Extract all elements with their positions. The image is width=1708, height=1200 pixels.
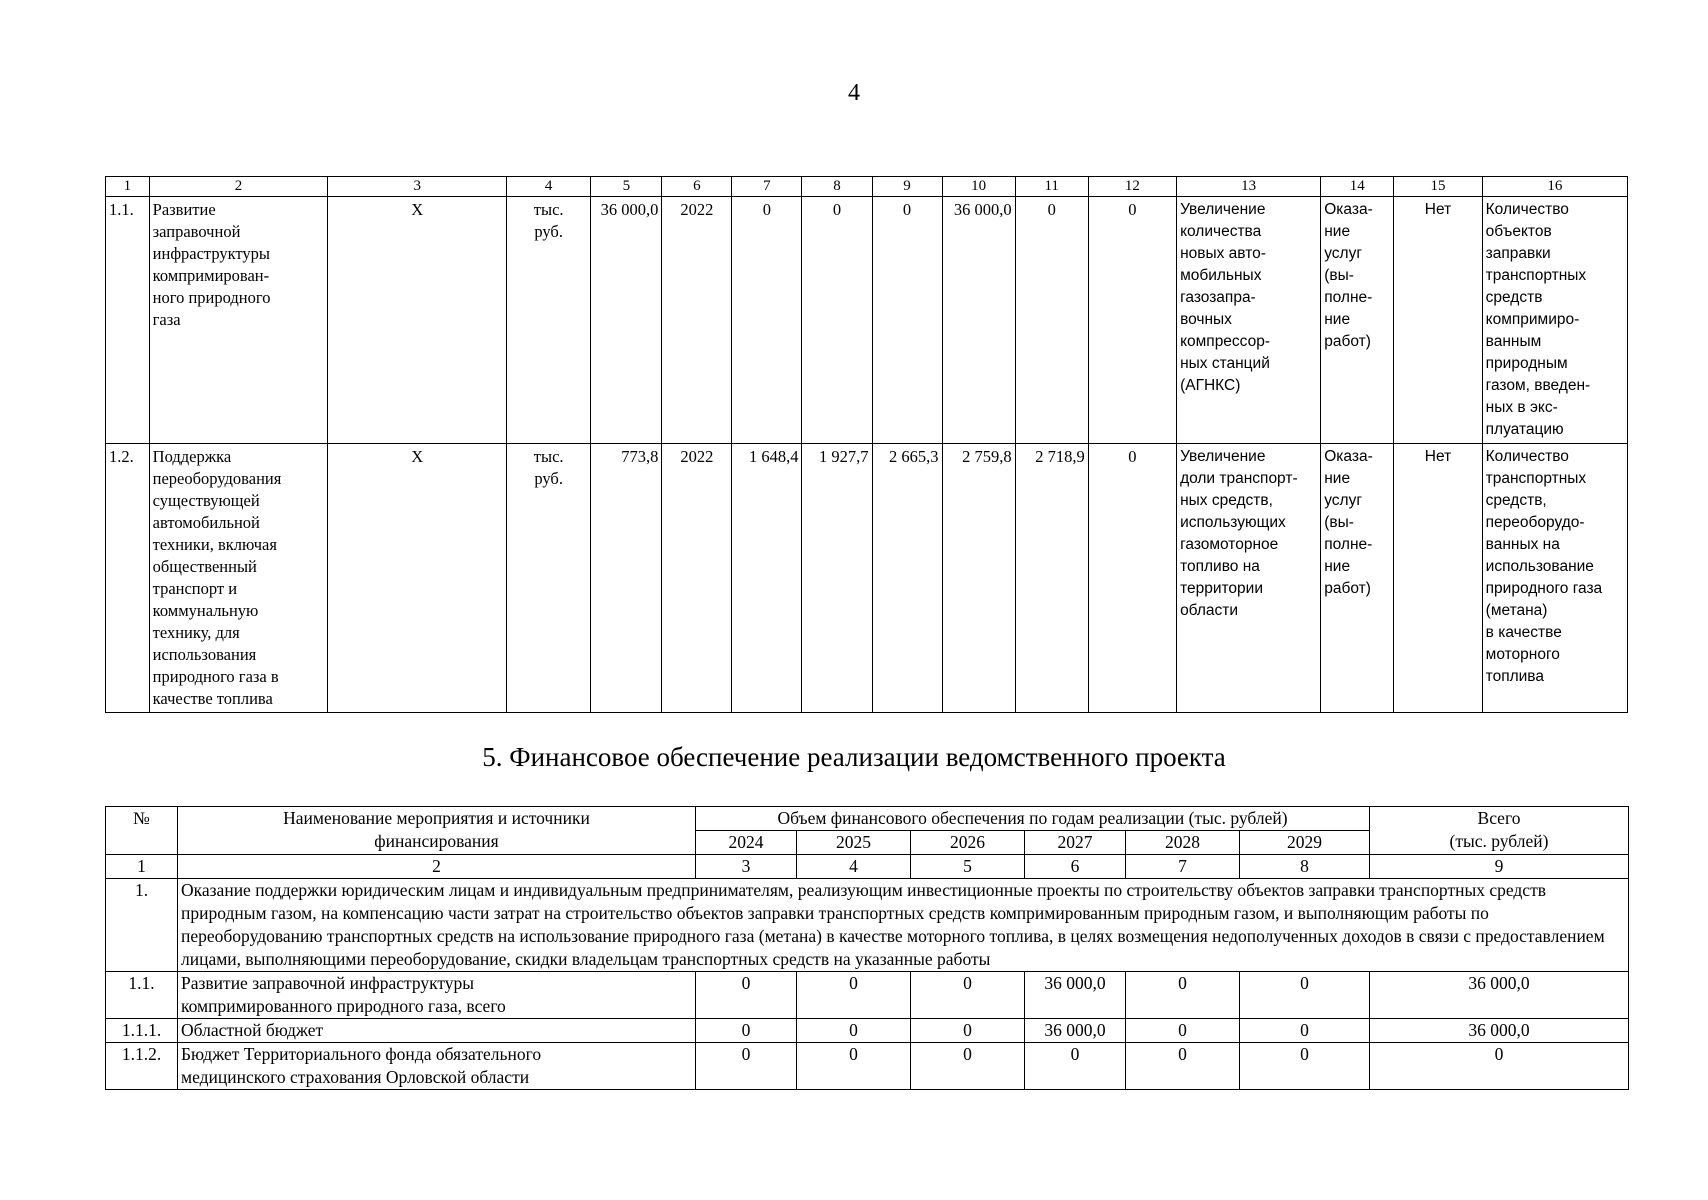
col-number: 8 (1240, 855, 1370, 879)
header-year: 2024 (696, 831, 797, 855)
cell: Увеличение количества новых авто- мобильных газозапра- вочных компрессор- ных станций (АГНКС) (1177, 197, 1321, 444)
cell: Оказа- ние услуг (вы- полне- ние работ) (1321, 444, 1394, 713)
col-number: 12 (1088, 177, 1176, 197)
col-number: 13 (1177, 177, 1321, 197)
cell: 0 (1015, 197, 1088, 444)
column-number-row (106, 855, 1629, 879)
header-volume: Объем финансового обеспечения по годам реализации (тыс. рублей) (696, 807, 1370, 831)
cell: 0 (797, 1043, 911, 1090)
event-row (106, 879, 1629, 972)
table-row (106, 197, 1628, 444)
col-number: 2 (149, 177, 328, 197)
col-number: 15 (1394, 177, 1482, 197)
header-year: 2027 (1025, 831, 1126, 855)
col-number: 5 (911, 855, 1025, 879)
header-num: № (106, 807, 178, 855)
row-number: 1.1.2. (106, 1043, 178, 1090)
cell: Увеличение доли транспорт- ных средств, использующих газомоторное топливо на территории области (1177, 444, 1321, 713)
row-number: 1.1. (106, 972, 178, 1019)
cell: Нет (1394, 197, 1482, 444)
col-number: 16 (1482, 177, 1627, 197)
cell: 2 759,8 (942, 444, 1015, 713)
cell: 2 665,3 (872, 444, 942, 713)
header-name: Наименование мероприятия и источники финансирования (178, 807, 696, 855)
cell: 0 (696, 972, 797, 1019)
cell: X (328, 197, 507, 444)
event-number: 1. (106, 879, 178, 972)
table-row (106, 444, 1628, 713)
cell: 0 (696, 1019, 797, 1043)
cell: 0 (1088, 444, 1176, 713)
cell: 2022 (662, 444, 732, 713)
cell-total: 0 (1370, 1043, 1629, 1090)
cell: 1 927,7 (802, 444, 872, 713)
table-row (106, 1019, 1629, 1043)
column-number-row (106, 177, 1628, 197)
event-text: Оказание поддержки юридическим лицам и индивидуальным предпринимателям, реализующим инвестиционные проекты по строительству объектов заправки транспортных средств природным газом, на компенсацию части затрат на строительство объектов заправки транспортных средств компримированным природным газом, и выполняющим работы по переоборудованию транспортных средств на использование природного газа (метана) в качестве моторного топлива, в целях возмещения недополученных доходов в связи с предоставлением лицами, выполняющими переоборудование, скидки владельцам транспортных средств на указанные работы (178, 879, 1629, 972)
row-number: 1.1. (106, 197, 150, 444)
cell: 0 (1025, 1043, 1126, 1090)
cell: 0 (797, 972, 911, 1019)
cell: Количество объектов заправки транспортных средств компримиро- ванным природным газом, введен- ных в экс- плуатацию (1482, 197, 1627, 444)
cell: 0 (1126, 972, 1240, 1019)
cell: 36 000,0 (591, 197, 662, 444)
cell: Количество транспортных средств, переоборудо- ванных на использование природного газа (метана) в качестве моторного топлива (1482, 444, 1627, 713)
cell: 2 718,9 (1015, 444, 1088, 713)
cell: 2022 (662, 197, 732, 444)
cell: 0 (1240, 1019, 1370, 1043)
col-number: 5 (591, 177, 662, 197)
cell: 0 (911, 972, 1025, 1019)
cell: 1 648,4 (732, 444, 802, 713)
col-number: 8 (802, 177, 872, 197)
header-year: 2028 (1126, 831, 1240, 855)
col-number: 6 (662, 177, 732, 197)
row-name: Областной бюджет (178, 1019, 696, 1043)
row-name: Бюджет Территориального фонда обязательного медицинского страхования Орловской области (178, 1043, 696, 1090)
cell: 0 (1088, 197, 1176, 444)
section-title: 5. Финансовое обеспечение реализации ведомственного проекта (482, 742, 1226, 772)
indicators-table (105, 176, 1628, 713)
col-number: 2 (178, 855, 696, 879)
row-number: 1.1.1. (106, 1019, 178, 1043)
row-name: Поддержка переоборудования существующей автомобильной техники, включая общественный транспорт и коммунальную технику, для использования природного газа в качестве топлива (149, 444, 328, 713)
cell: 0 (1240, 972, 1370, 1019)
cell: 0 (696, 1043, 797, 1090)
col-number: 4 (507, 177, 591, 197)
header-row (106, 807, 1629, 831)
row-name: Развитие заправочной инфраструктуры компримированного природного газа, всего (178, 972, 696, 1019)
row-name: Развитие заправочной инфраструктуры компримирован- ного природного газа (149, 197, 328, 444)
col-number: 7 (1126, 855, 1240, 879)
col-number: 10 (942, 177, 1015, 197)
table-row (106, 972, 1629, 1019)
cell: 0 (1126, 1019, 1240, 1043)
cell-unit: тыс. руб. (507, 444, 591, 713)
cell: 0 (732, 197, 802, 444)
cell: 36 000,0 (1025, 1019, 1126, 1043)
col-number: 3 (328, 177, 507, 197)
cell: 0 (797, 1019, 911, 1043)
cell: 36 000,0 (942, 197, 1015, 444)
row-number: 1.2. (106, 444, 150, 713)
header-year: 2029 (1240, 831, 1370, 855)
cell: 0 (911, 1019, 1025, 1043)
table-row (106, 1043, 1629, 1090)
cell: 36 000,0 (1025, 972, 1126, 1019)
col-number: 7 (732, 177, 802, 197)
cell-unit: тыс. руб. (507, 197, 591, 444)
col-number: 3 (696, 855, 797, 879)
header-year: 2026 (911, 831, 1025, 855)
cell: 0 (1240, 1043, 1370, 1090)
page-number: 4 (848, 80, 860, 106)
col-number: 11 (1015, 177, 1088, 197)
cell: 0 (1126, 1043, 1240, 1090)
col-number: 4 (797, 855, 911, 879)
col-number: 14 (1321, 177, 1394, 197)
col-number: 9 (1370, 855, 1629, 879)
cell: Нет (1394, 444, 1482, 713)
header-total: Всего (тыс. рублей) (1370, 807, 1629, 855)
cell-total: 36 000,0 (1370, 972, 1629, 1019)
col-number: 1 (106, 855, 178, 879)
cell: X (328, 444, 507, 713)
cell: 0 (802, 197, 872, 444)
col-number: 6 (1025, 855, 1126, 879)
financing-table (105, 806, 1629, 1090)
cell: 0 (872, 197, 942, 444)
cell-total: 36 000,0 (1370, 1019, 1629, 1043)
cell: Оказа- ние услуг (вы- полне- ние работ) (1321, 197, 1394, 444)
cell: 0 (911, 1043, 1025, 1090)
header-year: 2025 (797, 831, 911, 855)
cell: 773,8 (591, 444, 662, 713)
col-number: 1 (106, 177, 150, 197)
col-number: 9 (872, 177, 942, 197)
